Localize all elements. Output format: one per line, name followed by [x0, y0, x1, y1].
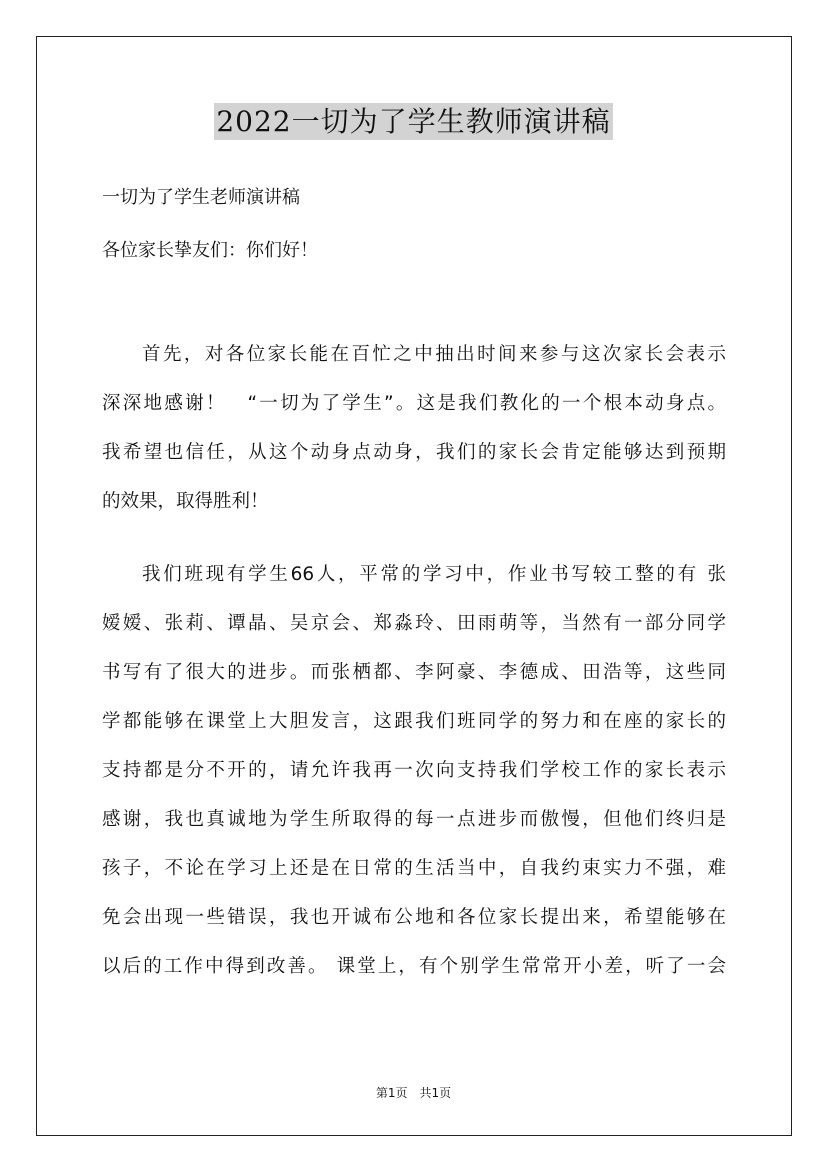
paragraph-line: 我们班现有学生66人，平常的学习中，作业书写较工整的有 张	[142, 564, 726, 585]
paragraph-line: 学都能够在课堂上大胆发言，这跟我们班同学的努力和在座的家长的	[102, 711, 726, 732]
document-subtitle: 一切为了学生老师演讲稿	[102, 187, 300, 208]
paragraph-line: 免会出现一些错误，我也开诚布公地和各位家长提出来，希望能够在	[102, 907, 726, 928]
greeting-line: 各位家长挚友们：你们好！	[102, 240, 318, 261]
paragraph-line: 支持都是分不开的，请允许我再一次向支持我们学校工作的家长表示	[102, 760, 726, 781]
paragraph-line: 深深地感谢！ “一切为了学生”。这是我们教化的一个根本动身点。	[102, 393, 726, 414]
paragraph-line: 的效果，取得胜利！	[102, 491, 269, 512]
page-footer	[0, 1084, 827, 1101]
paragraph-1	[102, 330, 726, 526]
document-title	[0, 100, 827, 140]
paragraph-line: 以后的工作中得到改善。 课堂上，有个别学生常常开小差，听了一会	[102, 956, 726, 977]
paragraph-line: 感谢，我也真诚地为学生所取得的每一点进步而傲慢，但他们终归是	[102, 809, 726, 830]
document-title-text: 2022一切为了学生教师演讲稿	[216, 105, 611, 138]
paragraph-line: 我希望也信任，从这个动身点动身，我们的家长会肯定能够达到预期	[102, 442, 726, 463]
paragraph-line: 首先，对各位家长能在百忙之中抽出时间来参与这次家长会表示	[142, 344, 726, 365]
paragraph-line: 书写有了很大的进步。而张栖都、李阿豪、李德成、田浩等，这些同	[102, 662, 726, 683]
paragraph-line: 孩子，不论在学习上还是在日常的生活当中，自我约束实力不强，难	[102, 858, 726, 879]
page-number: 第1页 共1页	[375, 1086, 452, 1100]
paragraph-2	[102, 550, 726, 991]
paragraph-line: 嫒嫒、张莉、谭晶、吴京会、郑淼玲、田雨萌等，当然有一部分同学	[102, 613, 726, 634]
